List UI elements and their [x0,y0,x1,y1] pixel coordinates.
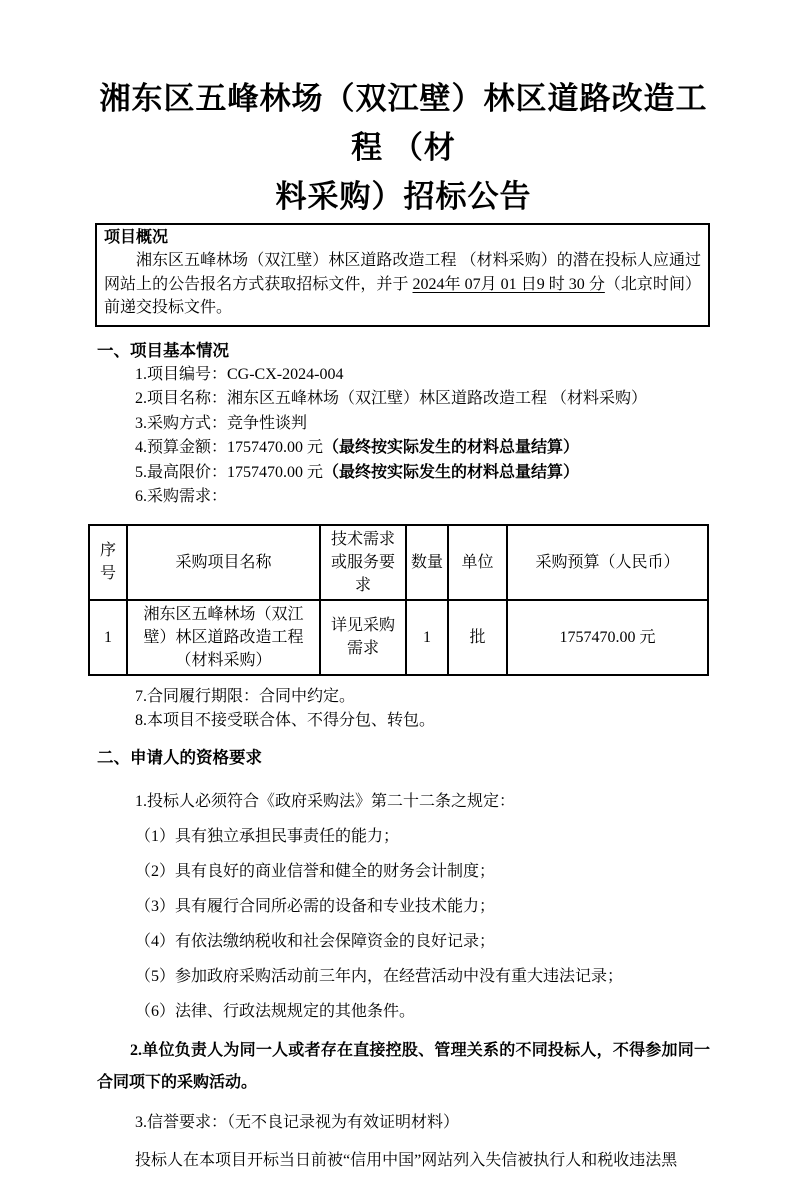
list-item-procurement-demand [97,485,710,510]
list-item-project-name [97,387,710,412]
qualification-condition-3: （3）具有履行合同所必需的设备和专业技术能力； [135,897,496,915]
qualification-item-2: 2.单位负责人为同一人或者存在直接控股、管理关系的不同投标人，不得参加同一合同项下的采购活动。 [97,1041,710,1091]
qualification-condition-1: （1）具有独立承担民事责任的能力； [135,827,400,845]
qualification-condition-5: （5）参加政府采购活动前三年内，在经营活动中没有重大违法记录； [135,967,624,985]
table-cell-requirement: 详见采购需求 [320,600,406,675]
table-header-quantity: 数量 [406,525,448,600]
table-header-name: 采购项目名称 [127,525,320,600]
table-header-seq: 序号 [89,525,127,600]
qualification-condition-2: （2）具有良好的商业信誉和健全的财务会计制度； [135,862,496,880]
overview-paragraph [104,249,701,320]
list-item-text: 6.采购需求： [135,488,228,505]
qualification-condition-4: （4）有依法缴纳税收和社会保障资金的良好记录； [135,932,496,950]
overview-deadline-date: 2024年 07月 01 日9 时 30 分 [412,275,605,293]
list-item-budget-amount [97,436,710,461]
qualification-condition-6: （6）法律、行政法规规定的其他条件。 [135,1002,416,1020]
document-page [0,74,793,1196]
section1-heading: 一、项目基本情况 [97,340,229,360]
qualification-item-3: 3.信誉要求：（无不良记录视为有效证明材料） [135,1113,460,1131]
table-row [89,600,708,675]
list-item-procurement-method [97,412,710,437]
list-item-text: 2.项目名称：湘东区五峰林场（双江壁）林区道路改造工程 （材料采购） [135,390,648,407]
document-content [0,74,793,1173]
qualification-item-1: 1.投标人必须符合《政府采购法》第二十二条之规定： [135,792,516,810]
page-title-line-1: 湘东区五峰林场（双江壁）林区道路改造工程 （材 [99,81,708,165]
list-item-bold-text: （最终按实际发生的材料总量结算） [323,439,580,456]
list-item-no-consortium: 8.本项目不接受联合体、不得分包、转包。 [135,712,436,729]
table-cell-name: 湘东区五峰林场（双江壁）林区道路改造工程 （材料采购） [127,600,320,675]
table-header-budget: 采购预算（人民币） [507,525,708,600]
overview-text-before: 湘东区五峰林场（双江壁）林区道路改造工程 （材料采购）的潜在投标人应通过网站上的公告报名方式获取招标文件，并于 [104,252,701,293]
list-item-text: 3.采购方式：竞争性谈判 [135,414,308,432]
list-item-project-number [97,363,710,388]
table-cell-seq: 1 [89,600,127,675]
procurement-table [88,524,709,676]
credit-requirement-paragraph: 投标人在本项目开标当日前被“信用中国”网站列入失信被执行人和税收违法黑 [135,1151,678,1169]
table-header-unit: 单位 [448,525,507,600]
list-item-text: 4.预算金额：1757470.00 元 [135,439,324,456]
table-cell-budget: 1757470.00 元 [507,600,708,675]
project-overview-box [95,223,710,327]
table-header-row [89,525,708,600]
page-title [97,74,710,221]
list-item-contract-period: 7.合同履行期限：合同中约定。 [135,687,356,705]
list-item-text: 5.最高限价：1757470.00 元 [135,463,324,481]
page-title-line-2: 料采购）招标公告 [275,179,532,214]
overview-text-after: （北京时间）前递交投标文件。 [104,275,701,316]
list-item-max-price [97,461,710,486]
table-cell-quantity: 1 [406,600,448,675]
table-header-requirement: 技术需求或服务要求 [320,525,406,600]
overview-heading: 项目概况 [104,229,169,246]
list-item-text: 1.项目编号：CG-CX-2024-004 [135,365,344,383]
table-cell-unit: 批 [448,600,507,675]
section2-heading: 二、申请人的资格要求 [97,747,262,767]
list-item-bold-text: （最终按实际发生的材料总量结算） [323,463,580,481]
